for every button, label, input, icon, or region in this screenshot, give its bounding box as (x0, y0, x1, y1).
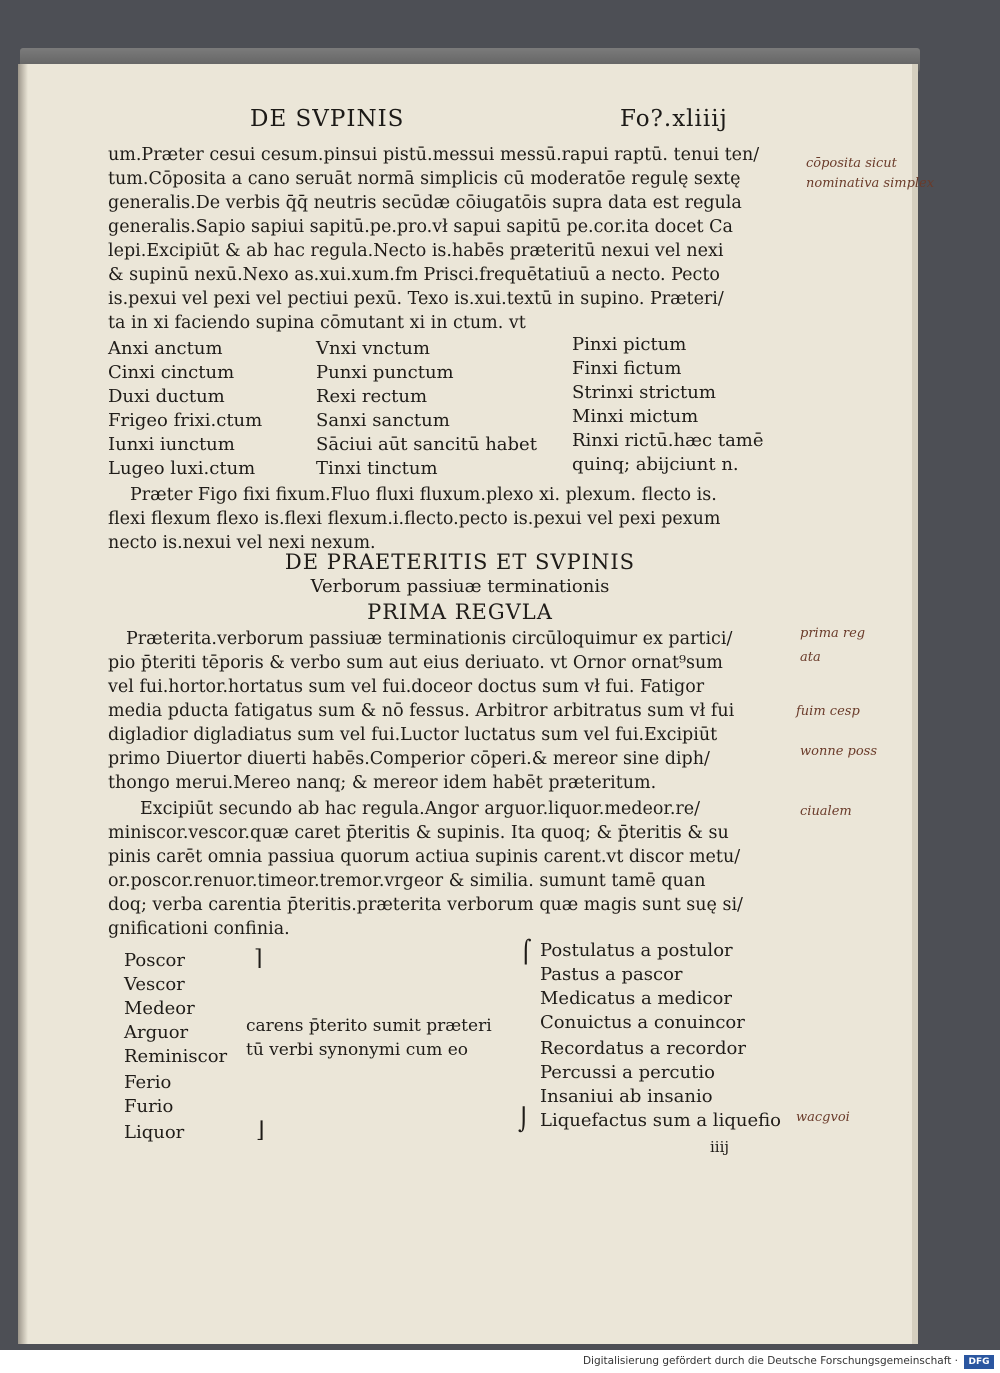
marginal-note: ciualem (800, 804, 852, 819)
footer-credit: Digitalisierung gefördert durch die Deutsche Forschungsgemeinschaft · (582, 1355, 958, 1367)
text-line: necto is.nexui vel nexi nexum. (108, 533, 376, 553)
list-item: Arguor (124, 1022, 189, 1043)
text-line: doq; verba carentia p̄teritis.præterita verborum quæ magis sunt suę si/ (108, 895, 743, 915)
list-item: Frigeo frixi.ctum (108, 410, 263, 431)
page-gutter-shadow (18, 64, 28, 1344)
list-item: Rinxi rictū.hæc tamē (572, 430, 764, 451)
list-item: Pastus a pascor (540, 964, 683, 985)
list-item: Pinxi pictum (572, 334, 687, 355)
list-item: Insaniui ab insanio (540, 1086, 713, 1107)
list-item: Conuictus a conuincor (540, 1012, 745, 1033)
text-line: vel fui.hortor.hortatus sum vel fui.doceor doctus sum vł fui. Fatigor (108, 677, 705, 697)
list-item: Strinxi strictum (572, 382, 716, 403)
list-item: Sāciui aūt sancitū habet (316, 434, 537, 455)
text-line: media pducta fatigatus sum & nō fessus. Arbitror arbitratus sum vł fui (108, 701, 735, 721)
list-item: Furio (124, 1096, 174, 1117)
text-line: & supinū nexū.Nexo as.xui.xum.fm Prisci.frequētatiuū a necto. Pecto (108, 265, 720, 285)
section-title: DE PRAETERITIS ET SVPINIS (284, 550, 636, 574)
text-line: Præter Figo fixi fixum.Fluo fluxi fluxum.plexo xi. plexum. flecto is. (130, 485, 717, 505)
list-item: Medeor (124, 998, 195, 1019)
text-line: um.Præter cesui cesum.pinsui pistū.messui messū.rapui raptū. tenui ten/ (108, 145, 760, 165)
text-line: ta in xi faciendo supina cōmutant xi in ctum. vt (108, 313, 526, 333)
list-item: Percussi a percutio (540, 1062, 715, 1083)
section-subtitle: Verborum passiuæ terminationis (310, 576, 610, 597)
brace-bottom-icon: ⌡ (518, 1108, 530, 1133)
text-line: lepi.Excipiūt & ab hac regula.Necto is.habēs præteritū nexui vel nexi (108, 241, 724, 261)
list-item: Cinxi cinctum (108, 362, 235, 383)
list-note: tū verbi synonymi cum eo (246, 1040, 469, 1060)
text-line: generalis.Sapio sapiui sapitū.pe.pro.vł sapui sapitū pe.cor.ita docet Ca (108, 217, 733, 237)
marginal-note: ata (800, 650, 821, 665)
signature-mark: iiij (710, 1138, 730, 1156)
list-item: Poscor (124, 950, 185, 971)
brace-top-icon: ⌠ (520, 940, 532, 965)
rule-heading: PRIMA REGVLA (367, 600, 553, 624)
text-line: gnificationi confinia. (108, 919, 290, 939)
list-item: Iunxi iunctum (108, 434, 235, 455)
text-line: primo Diuertor diuerti habēs.Comperior cōperi.& mereor sine diph/ (108, 749, 710, 769)
dfg-logo: DFG (964, 1355, 994, 1369)
list-item: Minxi mictum (572, 406, 699, 427)
list-item: Postulatus a postulor (540, 940, 733, 961)
list-item: Liquor (124, 1122, 185, 1143)
marginal-note: cōposita sicut (806, 156, 897, 171)
marginal-note: fuim cesp (796, 704, 860, 719)
list-item: Recordatus a recordor (540, 1038, 746, 1059)
text-line: tum.Cōposita a cano seruāt normā simplicis cū moderatōe regulę sextę (108, 169, 741, 189)
text-line: or.poscor.renuor.timeor.tremor.vrgeor & similia. sumunt tamē quan (108, 871, 706, 891)
list-item: Punxi punctum (316, 362, 454, 383)
list-item: Liquefactus sum a liquefio (540, 1110, 781, 1131)
text-line: Præterita.verborum passiuæ terminationis circūloquimur ex partici/ (126, 629, 733, 649)
text-line: is.pexui vel pexi vel pectiui pexū. Texo is.xui.textū in supino. Præteri/ (108, 289, 724, 309)
list-item: Finxi fictum (572, 358, 682, 379)
text-line: flexi flexum flexo is.flexi flexum.i.flecto.pecto is.pexui vel pexi pexum (108, 509, 721, 529)
running-head-right: Fo?.xliiij (620, 106, 728, 132)
list-item: Ferio (124, 1072, 172, 1093)
marginal-note: wacgvoi (796, 1110, 850, 1125)
text-line: generalis.De verbis q̄q̄ neutris secūdæ cōiugatōis supra data est regula (108, 193, 742, 213)
footer-bar (0, 1352, 1000, 1373)
list-item: Anxi anctum (108, 338, 223, 359)
text-line: miniscor.vescor.quæ caret p̄teritis & supinis. Ita quoq; & p̄teritis & su (108, 823, 729, 843)
running-head-left: DE SVPINIS (250, 106, 405, 132)
list-item: quinq; abijciunt n. (572, 454, 739, 475)
bracket-bottom-icon: ⌋ (256, 1118, 265, 1143)
list-item: Duxi ductum (108, 386, 225, 407)
text-line: pio p̄teriti tēporis & verbo sum aut eius deriuato. vt Ornor ornat⁹sum (108, 653, 723, 673)
list-item: Vescor (124, 974, 185, 995)
text-line: pinis carēt omnia passiua quorum actiua supinis carent.vt discor metu/ (108, 847, 741, 867)
list-item: Lugeo luxi.ctum (108, 458, 256, 479)
marginal-note: nominativa simplex (806, 176, 935, 191)
text-line: Excipiūt secundo ab hac regula.Angor arguor.liquor.medeor.re/ (140, 799, 701, 819)
list-item: Rexi rectum (316, 386, 428, 407)
list-item: Sanxi sanctum (316, 410, 450, 431)
marginal-note: prima reg (800, 626, 866, 641)
list-item: Tinxi tinctum (316, 458, 438, 479)
list-item: Medicatus a medicor (540, 988, 732, 1009)
text-line: thongo merui.Mereo nanq; & mereor idem habēt præteritum. (108, 773, 657, 793)
list-item: Reminiscor (124, 1046, 228, 1067)
bracket-top-icon: ⌉ (254, 946, 263, 971)
list-item: Vnxi vnctum (316, 338, 430, 359)
text-line: digladior digladiatus sum vel fui.Luctor luctatus sum vel fui.Excipiūt (108, 725, 718, 745)
marginal-note: wonne poss (800, 744, 878, 759)
list-note: carens p̄terito sumit præteri (246, 1016, 492, 1036)
